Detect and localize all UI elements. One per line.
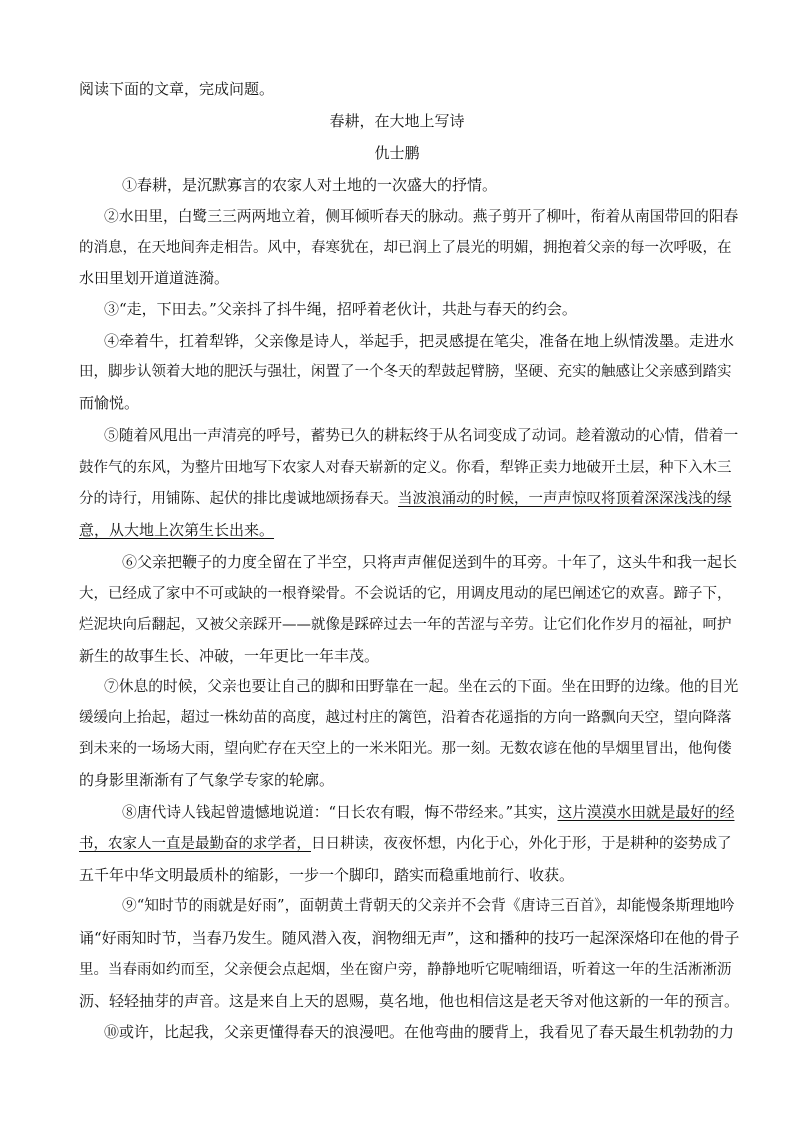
paragraph-7-line: ⑦休息的时候，父亲也要让自己的脚和田野靠在一起。坐在云的下面。坐在田野的边缘。他的目光: [104, 678, 739, 695]
paragraph-7-line: 缓缓向上抬起，超过一株幼苗的高度，越过村庄的篱笆，沿着杏花遥指的方向一路飘向天空，望向降落: [79, 710, 732, 726]
article-author: 仇士鹏: [374, 144, 420, 162]
paragraph-8-text: 日日耕读，夜夜怀想，内化于心，外化于形，于是耕种的姿势成了: [311, 836, 732, 852]
underlined-sentence: 当波浪涌动的时候，一声声惊叹将顶着深深浅浅的绿: [398, 491, 732, 507]
paragraph-2-line: ②水田里，白鹭三三两两地立着，侧耳倾听春天的脉动。燕子剪开了柳叶，衔着从南国带回的阳春: [104, 208, 739, 225]
paragraph-7-line: 到未来的一场场大雨，望向贮存在天空上的一米米阳光。那一刻。无数农谚在他的旱烟里冒出，他佝偻: [79, 741, 732, 757]
instruction: 阅读下面的文章，完成问题。: [79, 80, 275, 98]
paragraph-8-line: [122, 803, 734, 823]
paragraph-6-line: 烂泥块向后翻起，又被父亲踩开——就像是踩碎过去一年的苦涩与辛劳。让它们化作岁月的福祉，呵护: [79, 617, 732, 633]
paragraph-6-line: ⑥父亲把鞭子的力度全留在了半空，只将声声催促送到牛的耳旁。十年了，这头牛和我一起长: [122, 553, 738, 571]
paragraph-7-line: 的身影里渐渐有了气象学专家的轮廓。: [79, 771, 335, 789]
paragraph-10-line: ⑩或许，比起我，父亲更懂得春天的浪漫吧。在他弯曲的腰背上，我看见了春天最生机勃勃的力: [104, 1023, 735, 1041]
paragraph-9-line: 沥、轻轻抽芽的声音。这是来自上天的恩赐，莫名地，他也相信这是老天爷对他这新的一年的预言。: [79, 992, 740, 1010]
paragraph-5-text: 分的诗行，用铺陈、起伏的排比虔诚地颂扬春天。: [79, 491, 398, 507]
paragraph-2-line: 的消息，在天地间奔走相告。风中，春寒犹在，却已润上了晨光的明媚，拥抱着父亲的每一次呼吸，在: [79, 240, 732, 256]
paragraph-9-line: 里。当春雨如约而至，父亲便会点起烟，坐在窗户旁，静静地听它呢喃细语，听着这一年的生活淅淅沥: [79, 962, 732, 978]
paragraph-6-line: 新生的故事生长、冲破，一年更比一年丰茂。: [79, 647, 380, 665]
paragraph-4-line: 而愉悦。: [79, 394, 140, 412]
paragraph-2-line: 水田里划开道道涟漪。: [79, 269, 230, 287]
paragraph-3-line: ③“走，下田去。”父亲抖了抖牛绳，招呼着老伙计，共赴与春天的约会。: [104, 300, 577, 318]
underlined-sentence: 这片漠漠水田就是最好的经: [557, 804, 735, 821]
paragraph-5-line: ⑤随着风甩出一声清亮的呼号，蓄势已久的耕耘终于从名词变成了动词。趁着激动的心情，借着一: [104, 427, 739, 444]
paragraph-8-line: [79, 834, 732, 854]
underlined-sentence: 意，从大地上次第生长出来。: [79, 521, 275, 539]
underlined-sentence: 书，农家人一直是最勤奋的求学者，: [79, 836, 311, 852]
paragraph-9-line: ⑨“知时节的雨就是好雨”，面朝黄土背朝天的父亲并不会背《唐诗三百首》，却能慢条斯理地吟: [122, 897, 735, 914]
paragraph-4-line: 田，脚步认领着大地的肥沃与强壮，闲置了一个冬天的犁鼓起臂膀，坚硬、充实的触感让父亲感到踏实: [79, 364, 732, 380]
paragraph-4-line: ④牵着牛，扛着犁铧，父亲像是诗人，举起手，把灵感提在笔尖，准备在地上纵情泼墨。走进水: [104, 332, 735, 350]
paragraph-1-line: ①春耕，是沉默寡言的农家人对土地的一次盛大的抒情。: [122, 176, 498, 194]
paragraph-5-line: 鼓作气的东风，为整片田地写下农家人对春天崭新的定义。你看，犁铧正卖力地破开土层，种下入木三: [79, 460, 732, 476]
paragraph-6-line: 大，已经成了家中不可或缺的一根脊梁骨。不会说话的它，用调皮甩动的尾巴阐述它的欢喜。蹄子下，: [79, 586, 732, 602]
paragraph-8-text: ⑧唐代诗人钱起曾遗憾地说道：“日长农有暇，悔不带经来。”其实，: [122, 804, 558, 821]
paragraph-9-line: 诵“好雨知时节，当春乃发生。随风潜入夜，润物细无声”，这和播种的技巧一起深深烙印在他的骨子: [79, 929, 740, 947]
paragraph-5-line: [79, 520, 274, 540]
paragraph-8-line: 五千年中华文明最质朴的缩影，一步一个脚印，踏实而稳重地前行、收获。: [79, 866, 575, 884]
paragraph-5-line: [79, 489, 732, 509]
article-title: 春耕，在大地上写诗: [329, 112, 465, 130]
